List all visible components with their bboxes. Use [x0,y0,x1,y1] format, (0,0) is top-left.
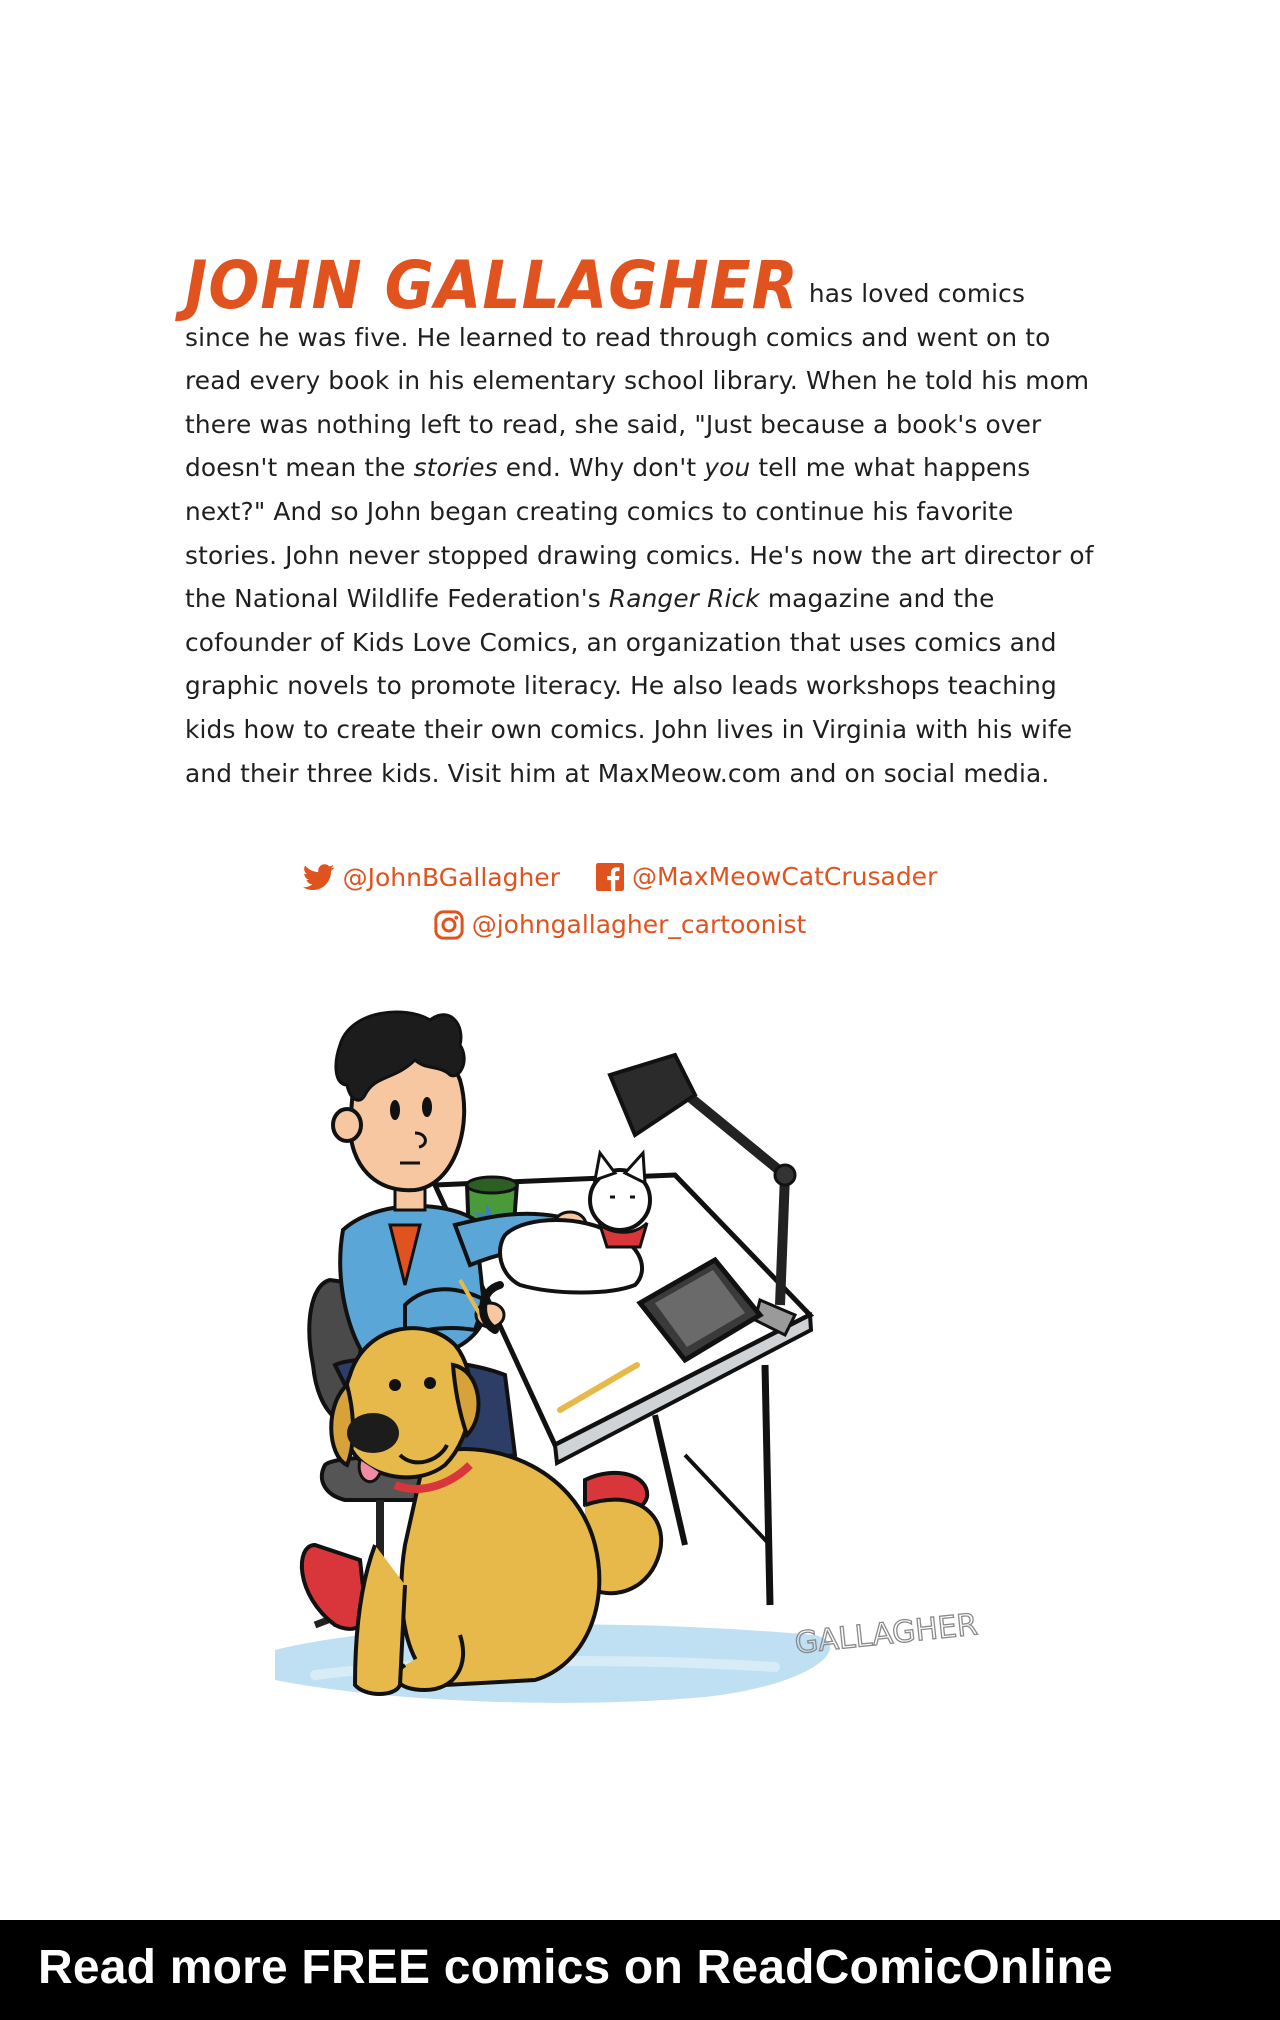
author-bio [185,247,1097,795]
author-illustration [255,985,980,1765]
social-links-row-1 [0,862,1240,898]
bio-emphasis-stories: stories [413,453,498,483]
author-name: JOHN GALLAGHER [185,247,799,325]
facebook-icon [596,863,624,891]
footer-banner[interactable] [0,1920,1280,2020]
bio-emphasis-ranger-rick: Ranger Rick [608,584,760,614]
bio-text-part-2: end. Why don't [497,453,705,483]
twitter-handle: @JohnBGallagher [342,862,560,892]
artist-signature: GALLAGHER [793,1607,980,1662]
twitter-link[interactable] [303,863,560,893]
social-links-row-2 [0,910,1240,947]
facebook-link[interactable] [596,862,937,892]
twitter-bird-icon [303,864,335,891]
instagram-link[interactable] [434,910,807,940]
footer-banner-text[interactable]: Read more FREE comics on ReadComicOnline [38,1941,1113,1994]
bio-text-part-4: magazine and the cofounder of Kids Love Comics, an organization that uses comics and graphic novels to promote literacy. He also leads workshops teaching kids how to create their own comics. John lives in Virginia with his wife and their three kids. Visit him at MaxMeow.com and on social media. [185,584,1073,788]
bio-text-part-1: has loved comics since he was five. He learned to read through comics and went on to read every book in his elementary school library. When he told his mom there was nothing left to read, she said, "Just because a book's over doesn't mean the [185,279,1090,483]
facebook-handle: @MaxMeowCatCrusader [631,862,938,891]
instagram-icon [434,910,464,940]
bio-emphasis-you: you [704,453,751,483]
bio-text-part-3: tell me what happens next?" And so John began creating comics to continue his favorite stories. John never stopped drawing comics. He's now the art director of the National Wildlife Federation's [185,453,1094,614]
instagram-handle: @johngallagher_cartoonist [471,910,807,939]
